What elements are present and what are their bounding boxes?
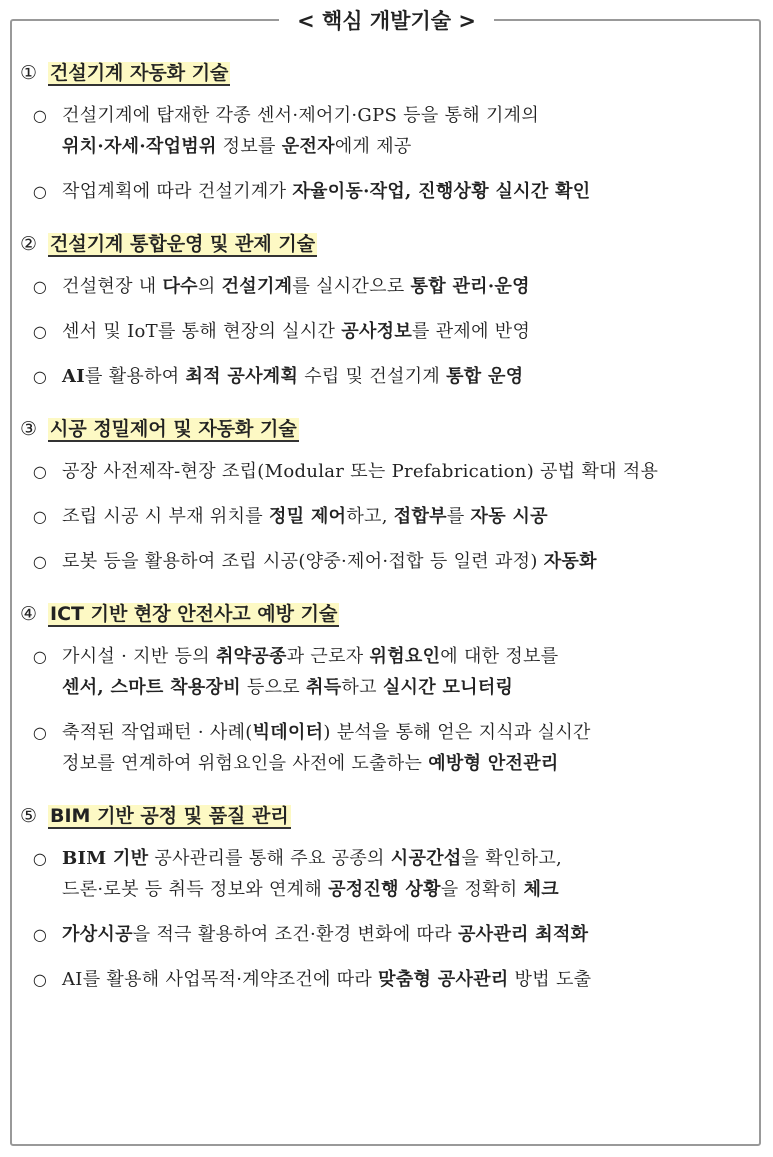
- section-title: 건설기계 자동화 기술: [50, 62, 229, 84]
- emphasis-text: 공사관리 최적화: [457, 924, 589, 945]
- item-line2: [62, 874, 755, 905]
- body-text: 를: [446, 506, 471, 527]
- bullet-circle-icon: ○: [32, 647, 48, 666]
- emphasis-text: 운전자: [281, 136, 335, 157]
- document-body: [20, 56, 755, 1015]
- list-item: [20, 717, 755, 779]
- emphasis-text: 통합 관리·운영: [410, 276, 530, 297]
- item-line1: [62, 316, 755, 347]
- section-title: BIM 기반 공정 및 품질 관리: [50, 805, 289, 827]
- body-text: 공장 사전제작-현장 조립(Modular 또는 Prefabrication) 공법 확대 적용: [62, 461, 659, 482]
- body-text: 을 적극 활용하여 조건·환경 변화에 따라: [132, 924, 458, 945]
- list-item: [20, 641, 755, 703]
- item-line1: [62, 271, 755, 302]
- section-heading: [20, 227, 755, 261]
- section-4: [20, 597, 755, 799]
- list-item: [20, 316, 755, 347]
- body-text: 에게 제공: [334, 136, 412, 157]
- body-text: 건설기계에 탑재한 각종 센서·제어기·GPS 등을 통해 기계의: [62, 105, 540, 126]
- emphasis-text: 빅데이터: [252, 722, 324, 743]
- doc-title-wrap: [0, 5, 773, 35]
- body-text: 드론·로봇 등 취득 정보와 연계해: [62, 879, 329, 900]
- bullet-circle-icon: ○: [32, 849, 48, 868]
- list-item: [20, 964, 755, 995]
- bullet-circle-icon: ○: [32, 182, 48, 201]
- emphasis-text: 접합부: [393, 506, 447, 527]
- list-item: [20, 361, 755, 392]
- body-text: 을 정확히: [440, 879, 524, 900]
- emphasis-text: 취득: [306, 677, 342, 698]
- list-item: [20, 176, 755, 207]
- section-heading: [20, 597, 755, 631]
- body-text: AI를 활용해 사업목적·계약조건에 따라: [62, 969, 379, 990]
- section-title: 시공 정밀제어 및 자동화 기술: [50, 418, 297, 440]
- section-heading: [20, 412, 755, 446]
- emphasis-text: BIM 기반: [62, 848, 149, 869]
- body-text: 하고: [341, 677, 383, 698]
- emphasis-text: 공정진행 상황: [328, 879, 441, 900]
- section-number: ①: [20, 62, 38, 84]
- body-text: 건설현장 내: [62, 276, 163, 297]
- section-1: [20, 56, 755, 227]
- body-text: 에 대한 정보를: [440, 646, 559, 667]
- item-line1: [62, 546, 755, 577]
- list-item: [20, 271, 755, 302]
- list-item: [20, 100, 755, 162]
- emphasis-text: 다수: [162, 276, 198, 297]
- emphasis-text: AI: [62, 366, 85, 387]
- body-text: 과 근로자: [286, 646, 370, 667]
- section-5: [20, 799, 755, 1015]
- emphasis-text: 건설기계: [221, 276, 293, 297]
- item-line1: [62, 456, 755, 487]
- body-text: 를 활용하여: [85, 366, 186, 387]
- list-item: [20, 546, 755, 577]
- emphasis-text: 정밀 제어: [269, 506, 347, 527]
- emphasis-text: 시공간섭: [390, 848, 462, 869]
- emphasis-text: 자동화: [543, 551, 597, 572]
- bullet-circle-icon: ○: [32, 552, 48, 571]
- emphasis-text: 통합 운영: [446, 366, 524, 387]
- emphasis-text: 최적 공사계획: [185, 366, 299, 387]
- body-text: 하고,: [346, 506, 394, 527]
- section-heading: [20, 56, 755, 90]
- item-line2: [62, 131, 755, 162]
- item-line1: [62, 641, 755, 672]
- body-text: 의: [197, 276, 222, 297]
- list-item: [20, 456, 755, 487]
- body-text: 등으로: [240, 677, 307, 698]
- bullet-circle-icon: ○: [32, 106, 48, 125]
- item-line1: [62, 176, 755, 207]
- body-text: 축적된 작업패턴 · 사례(: [62, 722, 253, 743]
- body-text: 센서 및 IoT를 통해 현장의 실시간: [62, 321, 342, 342]
- bullet-circle-icon: ○: [32, 367, 48, 386]
- item-line1: [62, 501, 755, 532]
- body-text: 가시설 · 지반 등의: [62, 646, 216, 667]
- bullet-circle-icon: ○: [32, 925, 48, 944]
- body-text: 정보를: [216, 136, 282, 157]
- emphasis-text: 예방형 안전관리: [428, 753, 559, 774]
- emphasis-text: 위치·자세·작업범위: [62, 136, 217, 157]
- emphasis-text: 가상시공: [62, 924, 133, 945]
- item-line1: [62, 717, 755, 748]
- body-text: ) 분석을 통해 얻은 지식과 실시간: [323, 722, 591, 743]
- section-number: ③: [20, 418, 38, 440]
- emphasis-text: 센서, 스마트 착용장비: [62, 677, 241, 698]
- bullet-circle-icon: ○: [32, 277, 48, 296]
- section-heading: [20, 799, 755, 833]
- list-item: [20, 919, 755, 950]
- item-line2: [62, 672, 755, 703]
- bullet-circle-icon: ○: [32, 462, 48, 481]
- section-number: ④: [20, 603, 38, 625]
- bullet-circle-icon: ○: [32, 322, 48, 341]
- section-3: [20, 412, 755, 597]
- body-text: 정보를 연계하여 위험요인을 사전에 도출하는: [62, 753, 429, 774]
- body-text: 조립 시공 시 부재 위치를: [62, 506, 269, 527]
- bullet-circle-icon: ○: [32, 723, 48, 742]
- item-line1: [62, 964, 755, 995]
- emphasis-text: 맞춤형 공사관리: [378, 969, 509, 990]
- bullet-circle-icon: ○: [32, 507, 48, 526]
- emphasis-text: 체크: [523, 879, 559, 900]
- emphasis-text: 실시간 모니터링: [382, 677, 514, 698]
- emphasis-text: 위험요인: [369, 646, 441, 667]
- section-2: [20, 227, 755, 412]
- section-number: ⑤: [20, 805, 38, 827]
- list-item: [20, 501, 755, 532]
- body-text: 를 관제에 반영: [412, 321, 531, 342]
- body-text: 를 실시간으로: [292, 276, 411, 297]
- item-line1: [62, 361, 755, 392]
- section-title: 건설기계 통합운영 및 관제 기술: [50, 233, 316, 255]
- emphasis-text: 공사정보: [341, 321, 413, 342]
- emphasis-text: 자율이동·작업, 진행상황 실시간 확인: [292, 181, 591, 202]
- item-line2: [62, 748, 755, 779]
- body-text: 공사관리를 통해 주요 공종의: [148, 848, 391, 869]
- item-line1: [62, 919, 755, 950]
- body-text: 수립 및 건설기계: [298, 366, 447, 387]
- section-title: ICT 기반 현장 안전사고 예방 기술: [50, 603, 338, 625]
- body-text: 로봇 등을 활용하여 조립 시공(양중·제어·접합 등 일련 과정): [62, 551, 544, 572]
- section-number: ②: [20, 233, 38, 255]
- emphasis-text: 자동 시공: [470, 506, 548, 527]
- doc-title: < 핵심 개발기술 >: [279, 9, 494, 33]
- body-text: 을 확인하고,: [461, 848, 563, 869]
- body-text: 방법 도출: [508, 969, 592, 990]
- item-line1: [62, 100, 755, 131]
- item-line1: [62, 843, 755, 874]
- body-text: 작업계획에 따라 건설기계가: [62, 181, 293, 202]
- list-item: [20, 843, 755, 905]
- emphasis-text: 취약공종: [215, 646, 287, 667]
- bullet-circle-icon: ○: [32, 970, 48, 989]
